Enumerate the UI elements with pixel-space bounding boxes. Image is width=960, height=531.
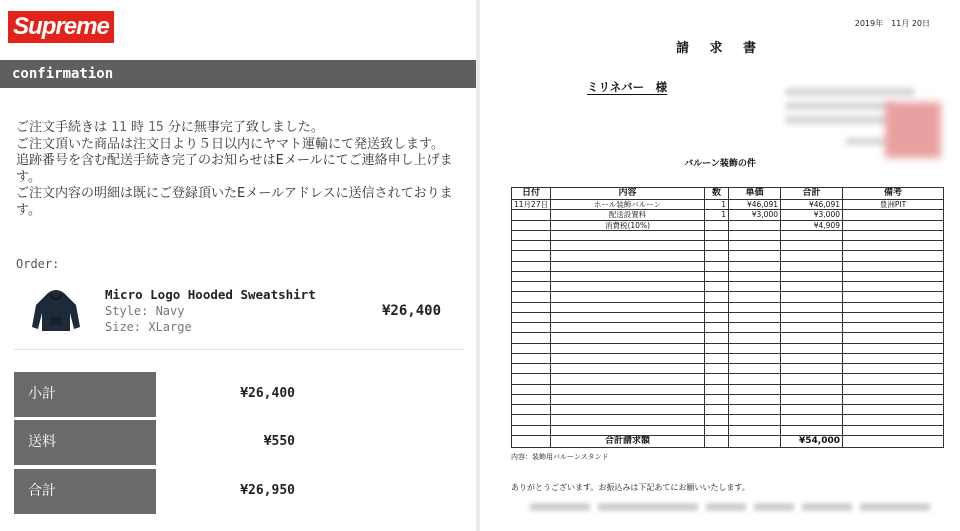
empty-cell <box>512 241 551 251</box>
empty-cell <box>512 425 551 435</box>
table-row-empty <box>512 374 944 384</box>
empty-cell <box>729 302 781 312</box>
empty-cell <box>843 333 944 343</box>
table-row-empty <box>512 251 944 261</box>
total-label: 合計請求額 <box>551 435 705 447</box>
empty-cell <box>781 271 843 281</box>
table-row <box>512 220 944 230</box>
row-date <box>512 210 551 220</box>
subtotal-label: 小計 <box>14 372 156 417</box>
empty-cell <box>512 384 551 394</box>
blurred-issuer-line-2 <box>785 102 895 110</box>
empty-cell <box>843 282 944 292</box>
table-row-empty <box>512 333 944 343</box>
empty-cell <box>512 251 551 261</box>
table-row-empty <box>512 425 944 435</box>
order-notice <box>16 120 468 219</box>
table-row-empty <box>512 343 944 353</box>
total-label: 合計 <box>14 469 156 514</box>
notice-suffix: 分に無事完了致しました。 <box>167 120 324 135</box>
empty-cell <box>551 292 705 302</box>
empty-cell <box>705 230 729 240</box>
table-row <box>512 200 944 210</box>
total-empty-cell <box>512 435 551 447</box>
empty-cell <box>512 292 551 302</box>
empty-cell <box>551 353 705 363</box>
empty-cell <box>729 425 781 435</box>
empty-cell <box>551 364 705 374</box>
header-total: 合計 <box>781 188 843 200</box>
table-row-empty <box>512 271 944 281</box>
notice-line-3: 追跡番号を含む配送手続き完了のお知らせはEメールにてご連絡申し上げます。 <box>16 153 453 185</box>
table-row-empty <box>512 261 944 271</box>
empty-cell <box>843 241 944 251</box>
notice-minute: 15 <box>148 120 164 135</box>
total-empty-cell <box>729 435 781 447</box>
empty-cell <box>781 282 843 292</box>
notice-hour: 11 <box>111 120 127 135</box>
blurred-bank-info <box>860 503 930 511</box>
invoice-table <box>511 187 944 448</box>
total-value: ¥26,950 <box>240 483 295 498</box>
table-row-empty <box>512 394 944 404</box>
empty-cell <box>729 230 781 240</box>
notice-line-4: ご注文内容の明細は既にご登録頂いたEメールアドレスに送信されております。 <box>16 186 453 218</box>
empty-cell <box>705 292 729 302</box>
empty-cell <box>512 353 551 363</box>
empty-cell <box>551 271 705 281</box>
empty-cell <box>843 425 944 435</box>
empty-cell <box>512 343 551 353</box>
empty-cell <box>705 425 729 435</box>
empty-cell <box>705 364 729 374</box>
empty-cell <box>781 405 843 415</box>
empty-cell <box>551 374 705 384</box>
empty-cell <box>729 282 781 292</box>
empty-cell <box>705 394 729 404</box>
table-row-empty <box>512 282 944 292</box>
row-note <box>843 220 944 230</box>
empty-cell <box>705 415 729 425</box>
empty-cell <box>729 384 781 394</box>
empty-cell <box>729 394 781 404</box>
row-qty: 1 <box>705 210 729 220</box>
invoice-recipient: ミリネバー 様 <box>587 80 668 94</box>
table-row-empty <box>512 312 944 322</box>
blurred-bank-info <box>706 503 746 511</box>
empty-cell <box>512 415 551 425</box>
empty-cell <box>729 292 781 302</box>
shipping-value: ¥550 <box>263 434 295 449</box>
empty-cell <box>551 405 705 415</box>
invoice-footnote: 内容：装飾用バルーンスタンド <box>511 453 609 461</box>
empty-cell <box>729 405 781 415</box>
confirmation-header: confirmation <box>0 60 476 88</box>
empty-cell <box>843 374 944 384</box>
row-date: 11月27日 <box>512 200 551 210</box>
empty-cell <box>551 394 705 404</box>
empty-cell <box>512 230 551 240</box>
divider-line <box>14 349 464 350</box>
header-description: 内容 <box>551 188 705 200</box>
empty-cell <box>781 261 843 271</box>
empty-cell <box>551 230 705 240</box>
empty-cell <box>843 415 944 425</box>
blurred-bank-info <box>754 503 794 511</box>
invoice-title: 請 求 書 <box>675 41 765 56</box>
empty-cell <box>729 261 781 271</box>
empty-cell <box>729 343 781 353</box>
empty-cell <box>843 292 944 302</box>
empty-cell <box>843 302 944 312</box>
empty-cell <box>729 333 781 343</box>
empty-cell <box>843 405 944 415</box>
empty-cell <box>843 364 944 374</box>
notice-line-1 <box>16 120 468 137</box>
empty-cell <box>729 241 781 251</box>
empty-cell <box>781 425 843 435</box>
empty-cell <box>512 302 551 312</box>
empty-cell <box>705 312 729 322</box>
empty-cell <box>705 343 729 353</box>
empty-cell <box>781 333 843 343</box>
empty-cell <box>551 282 705 292</box>
empty-cell <box>705 282 729 292</box>
table-row-empty <box>512 292 944 302</box>
table-row-empty <box>512 405 944 415</box>
total-empty-cell <box>843 435 944 447</box>
empty-cell <box>843 312 944 322</box>
empty-cell <box>551 261 705 271</box>
row-note <box>843 210 944 220</box>
table-row-empty <box>512 302 944 312</box>
empty-cell <box>512 312 551 322</box>
item-name: Micro Logo Hooded Sweatshirt <box>105 287 316 302</box>
empty-cell <box>551 302 705 312</box>
empty-cell <box>781 374 843 384</box>
empty-cell <box>781 312 843 322</box>
table-header-row <box>512 188 944 200</box>
empty-cell <box>781 343 843 353</box>
empty-cell <box>551 251 705 261</box>
empty-cell <box>781 323 843 333</box>
row-unit-price: ¥46,091 <box>729 200 781 210</box>
empty-cell <box>843 271 944 281</box>
empty-cell <box>512 333 551 343</box>
header-date: 日付 <box>512 188 551 200</box>
empty-cell <box>551 312 705 322</box>
empty-cell <box>729 323 781 333</box>
table-total-row <box>512 435 944 447</box>
empty-cell <box>843 384 944 394</box>
empty-cell <box>705 405 729 415</box>
invoice-date: 2019年 11月 20日 <box>854 19 930 28</box>
empty-cell <box>551 425 705 435</box>
empty-cell <box>512 323 551 333</box>
total-amount: ¥54,000 <box>781 435 843 447</box>
empty-cell <box>705 271 729 281</box>
empty-cell <box>781 353 843 363</box>
empty-cell <box>512 261 551 271</box>
company-seal-stamp <box>885 102 941 158</box>
empty-cell <box>705 302 729 312</box>
invoice-thanks: ありがとうございます。お振込みは下記あてにお願いいたします。 <box>511 483 750 492</box>
order-label: Order: <box>16 257 60 271</box>
row-total: ¥46,091 <box>781 200 843 210</box>
blurred-bank-info <box>530 503 590 511</box>
empty-cell <box>705 384 729 394</box>
table-row-empty <box>512 353 944 363</box>
supreme-logo[interactable]: Supreme <box>8 11 114 43</box>
empty-cell <box>705 261 729 271</box>
empty-cell <box>729 353 781 363</box>
empty-cell <box>781 384 843 394</box>
row-qty <box>705 220 729 230</box>
empty-cell <box>705 241 729 251</box>
empty-cell <box>781 302 843 312</box>
blurred-bank-info <box>802 503 852 511</box>
blurred-issuer-line-1 <box>785 88 915 96</box>
empty-cell <box>843 343 944 353</box>
empty-cell <box>551 415 705 425</box>
row-description: ホール装飾バルーン <box>551 200 705 210</box>
empty-cell <box>781 394 843 404</box>
row-description: 配送設置料 <box>551 210 705 220</box>
empty-cell <box>512 271 551 281</box>
empty-cell <box>843 323 944 333</box>
empty-cell <box>781 251 843 261</box>
empty-cell <box>512 374 551 384</box>
table-row-empty <box>512 230 944 240</box>
empty-cell <box>551 333 705 343</box>
row-qty: 1 <box>705 200 729 210</box>
row-date <box>512 220 551 230</box>
empty-cell <box>843 261 944 271</box>
empty-cell <box>843 251 944 261</box>
header-unit-price: 単価 <box>729 188 781 200</box>
empty-cell <box>781 292 843 302</box>
table-row-empty <box>512 323 944 333</box>
empty-cell <box>512 282 551 292</box>
item-size: Size: XLarge <box>105 320 192 334</box>
empty-cell <box>729 312 781 322</box>
empty-cell <box>705 323 729 333</box>
row-unit-price: ¥3,000 <box>729 210 781 220</box>
empty-cell <box>551 323 705 333</box>
row-unit-price <box>729 220 781 230</box>
row-total: ¥3,000 <box>781 210 843 220</box>
table-row <box>512 210 944 220</box>
item-style: Style: Navy <box>105 304 185 318</box>
empty-cell <box>551 384 705 394</box>
notice-hour-unit: 時 <box>130 120 144 135</box>
empty-cell <box>781 230 843 240</box>
header-qty: 数 <box>705 188 729 200</box>
empty-cell <box>551 343 705 353</box>
empty-cell <box>551 241 705 251</box>
empty-cell <box>781 364 843 374</box>
table-row-empty <box>512 415 944 425</box>
empty-cell <box>705 353 729 363</box>
total-empty-cell <box>705 435 729 447</box>
empty-cell <box>512 394 551 404</box>
table-row-empty <box>512 241 944 251</box>
shipping-label: 送料 <box>14 420 156 465</box>
notice-prefix: ご注文手続きは <box>16 120 108 135</box>
notice-line-2: ご注文頂いた商品は注文日より５日以内にヤマト運輸にて発送致します。 <box>16 136 444 152</box>
row-description: 消費税(10%) <box>551 220 705 230</box>
empty-cell <box>781 415 843 425</box>
empty-cell <box>729 271 781 281</box>
empty-cell <box>843 353 944 363</box>
invoice-document <box>480 0 960 531</box>
table-row-empty <box>512 364 944 374</box>
row-total: ¥4,909 <box>781 220 843 230</box>
empty-cell <box>705 251 729 261</box>
row-note: 豊洲PIT <box>843 200 944 210</box>
hoodie-thumbnail[interactable] <box>28 283 84 339</box>
subtotal-value: ¥26,400 <box>240 386 295 401</box>
empty-cell <box>705 333 729 343</box>
confirmation-panel <box>0 0 476 531</box>
empty-cell <box>729 374 781 384</box>
empty-cell <box>512 405 551 415</box>
empty-cell <box>843 230 944 240</box>
blurred-bank-info <box>598 503 698 511</box>
empty-cell <box>843 394 944 404</box>
empty-cell <box>705 374 729 384</box>
empty-cell <box>781 241 843 251</box>
empty-cell <box>729 251 781 261</box>
header-note: 備考 <box>843 188 944 200</box>
table-row-empty <box>512 384 944 394</box>
empty-cell <box>512 364 551 374</box>
item-price: ¥26,400 <box>382 303 442 319</box>
empty-cell <box>729 364 781 374</box>
empty-cell <box>729 415 781 425</box>
invoice-subject: バルーン装飾の件 <box>684 159 756 169</box>
